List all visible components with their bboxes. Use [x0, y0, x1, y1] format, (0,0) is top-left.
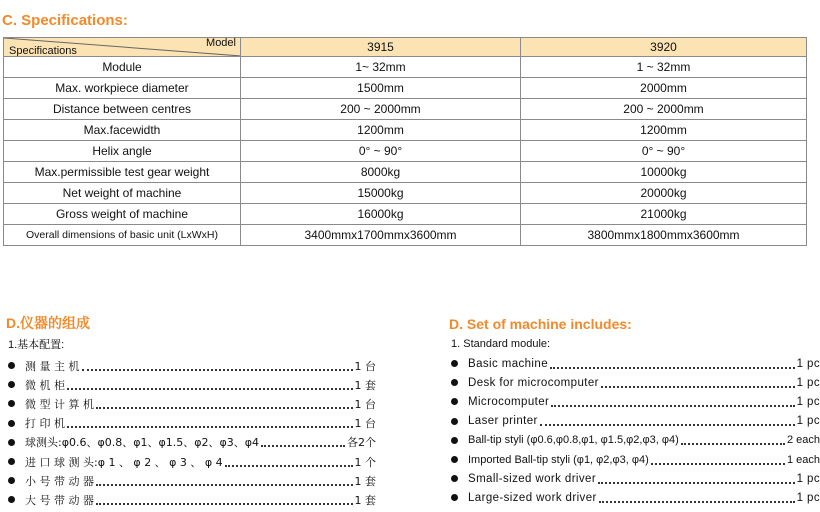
list-item-quantity: 1 pc: [796, 472, 820, 485]
table-row: [4, 99, 807, 120]
list-item-quantity: 1 pc: [796, 376, 820, 389]
model-3915-value: 200 ~ 2000mm: [241, 99, 521, 120]
list-item: [8, 414, 376, 433]
table-row: [4, 120, 807, 141]
dot-leader: [598, 482, 795, 484]
table-row: [4, 183, 807, 204]
spec-label-cell: Gross weight of machine: [4, 204, 241, 225]
list-item-label: Large-sized work driver: [468, 491, 597, 504]
list-item-quantity: 各2个: [347, 436, 376, 450]
spec-label-cell: Max.facewidth: [4, 120, 241, 141]
list-item: [8, 490, 376, 509]
bullet-icon: [8, 458, 15, 465]
table-row: [4, 225, 807, 246]
table-row: [4, 204, 807, 225]
dot-leader: [550, 367, 795, 369]
spec-label-cell: Distance between centres: [4, 99, 241, 120]
list-item-label: 大 号 带 动 器: [25, 493, 94, 507]
standard-module-list-cn: [8, 336, 376, 510]
model-3915-value: 0° ~ 90°: [241, 141, 521, 162]
model-3920-value: 1200mm: [521, 120, 807, 141]
model-3915-value: 1500mm: [241, 78, 521, 99]
list-item-label: Basic machine: [468, 357, 548, 370]
model-3915-value: 16000kg: [241, 204, 521, 225]
standard-module-list-en: [451, 338, 820, 508]
list-item-quantity: 1 pc: [796, 395, 820, 408]
table-row: [4, 78, 807, 99]
spec-label-cell: Net weight of machine: [4, 183, 241, 204]
model-3920-value: 0° ~ 90°: [521, 141, 807, 162]
dot-leader: [261, 445, 345, 447]
bullet-icon: [451, 437, 458, 444]
list-item: [451, 469, 820, 488]
list-item-quantity: 1 台: [354, 417, 376, 431]
list-item: [8, 375, 376, 394]
dot-leader: [67, 388, 353, 390]
spec-label-cell: Max.permissible test gear weight: [4, 162, 241, 183]
list-item: [451, 450, 820, 469]
model-3915-value: 1200mm: [241, 120, 521, 141]
list-item-label: Microcomputer: [468, 395, 550, 408]
dot-leader: [82, 369, 353, 371]
list-item: [451, 431, 820, 450]
spec-label-cell: Helix angle: [4, 141, 241, 162]
bullet-icon: [8, 420, 15, 427]
bullet-icon: [451, 475, 458, 482]
model-3920-value: 200 ~ 2000mm: [521, 99, 807, 120]
spec-label-cell: Max. workpiece diameter: [4, 78, 241, 99]
list-item-label: Small-sized work driver: [468, 472, 597, 485]
model-3915-header: 3915: [241, 38, 521, 57]
model-3920-value: 3800mmx1800mmx3600mm: [521, 225, 807, 246]
list-item-label: Desk for microcomputer: [468, 376, 599, 389]
list-item: [8, 394, 376, 413]
composition-heading-cn: D.仪器的组成: [6, 315, 90, 331]
model-3915-value: 15000kg: [241, 183, 521, 204]
specifications-label: Specifications: [9, 45, 77, 57]
list-item-label: 打 印 机: [25, 417, 65, 431]
table-row: [4, 57, 807, 78]
standard-module-subtitle-en: 1. Standard module:: [451, 338, 551, 350]
dot-leader: [540, 424, 795, 426]
list-item-quantity: 1 each: [786, 453, 820, 466]
model-3915-value: 3400mmx1700mmx3600mm: [241, 225, 521, 246]
model-3915-value: 8000kg: [241, 162, 521, 183]
list-item-quantity: 1 pc: [796, 415, 820, 428]
list-item-label: Ball-tip styli (φ0.6,φ0.8,φ1, φ1.5,φ2,φ3, φ4): [468, 434, 679, 447]
list-item: [8, 471, 376, 490]
header-corner-cell: [4, 38, 241, 57]
bullet-icon: [451, 379, 458, 386]
bullet-icon: [451, 418, 458, 425]
dot-leader: [96, 407, 353, 409]
bullet-icon: [8, 400, 15, 407]
dot-leader: [225, 465, 353, 467]
model-3915-value: 1~ 32mm: [241, 57, 521, 78]
bullet-icon: [8, 362, 15, 369]
list-item: [8, 452, 376, 471]
list-item-label: 微 型 计 算 机: [25, 397, 94, 411]
list-item-label: 测 量 主 机: [25, 359, 80, 373]
model-3920-value: 1 ~ 32mm: [521, 57, 807, 78]
dot-leader: [67, 426, 353, 428]
model-3920-value: 10000kg: [521, 162, 807, 183]
list-item-quantity: 1 台: [354, 359, 376, 373]
list-item: [451, 412, 820, 431]
bullet-icon: [451, 494, 458, 501]
list-item-quantity: 2 each: [786, 434, 820, 447]
list-item: [451, 488, 820, 507]
bullet-icon: [8, 381, 15, 388]
list-item: [451, 373, 820, 392]
list-item: [451, 392, 820, 411]
list-item-quantity: 1 台: [354, 397, 376, 411]
list-item-label: 进 口 球 测 头:φ 1 、 φ 2 、 φ 3 、 φ 4: [25, 455, 223, 469]
bullet-icon: [8, 439, 15, 446]
list-item-label: Imported Ball-tip styli (φ1, φ2,φ3, φ4): [468, 453, 649, 466]
dot-leader: [651, 463, 785, 465]
table-row: [4, 141, 807, 162]
list-item-quantity: 1 套: [354, 378, 376, 392]
dot-leader: [599, 501, 795, 503]
list-item-label: 小 号 带 动 器: [25, 474, 94, 488]
bullet-icon: [451, 360, 458, 367]
table-header-row: [4, 38, 807, 57]
bullet-icon: [8, 496, 15, 503]
bullet-icon: [8, 477, 15, 484]
list-item-label: Laser printer: [468, 415, 538, 428]
list-item-quantity: 1 套: [354, 474, 376, 488]
list-item: [8, 433, 376, 452]
dot-leader: [551, 405, 794, 407]
list-item-label: 微 机 柜: [25, 378, 65, 392]
list-item-quantity: 1 个: [354, 455, 376, 469]
standard-module-subtitle-cn: 1.基本配置:: [8, 339, 65, 351]
model-label: Model: [206, 37, 236, 49]
model-3920-value: 21000kg: [521, 204, 807, 225]
spec-label-cell: Overall dimensions of basic unit (LxWxH): [4, 225, 241, 246]
model-3920-header: 3920: [521, 38, 807, 57]
list-item-quantity: 1 pc: [796, 357, 820, 370]
model-3920-value: 20000kg: [521, 183, 807, 204]
spec-label-cell: Module: [4, 57, 241, 78]
dot-leader: [601, 386, 795, 388]
model-3920-value: 2000mm: [521, 78, 807, 99]
list-item: [8, 356, 376, 375]
list-item-quantity: 1 套: [354, 493, 376, 507]
list-item-quantity: 1 pc: [796, 491, 820, 504]
specifications-table: [3, 37, 807, 246]
table-row: [4, 162, 807, 183]
dot-leader: [96, 503, 353, 505]
specifications-heading: C. Specifications:: [2, 12, 128, 29]
machine-includes-heading: D. Set of machine includes:: [449, 316, 632, 332]
list-item-label: 球测头:φ0.6、φ0.8、φ1、φ1.5、φ2、φ3、φ4: [25, 436, 259, 450]
dot-leader: [681, 443, 785, 445]
list-item: [451, 354, 820, 373]
dot-leader: [96, 484, 353, 486]
bullet-icon: [451, 398, 458, 405]
bullet-icon: [451, 456, 458, 463]
